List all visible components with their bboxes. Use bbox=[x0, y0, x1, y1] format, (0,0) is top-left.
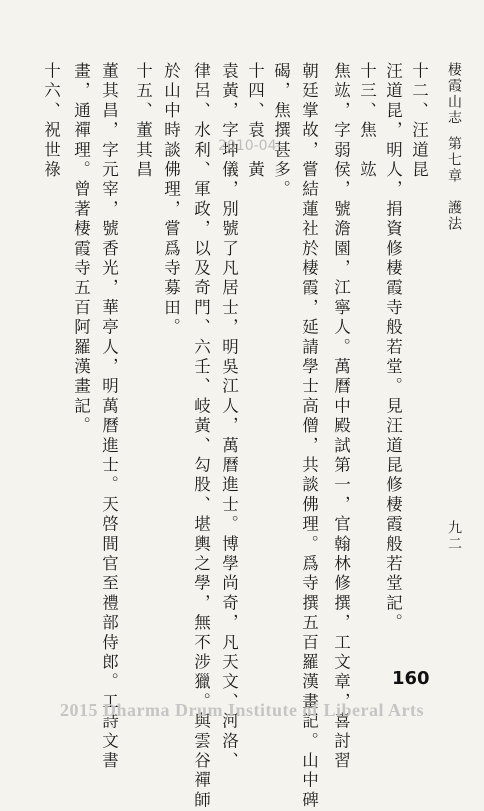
section-heading-13: 十三、焦 竑 bbox=[357, 62, 377, 181]
text-column-4: 碣，焦撰甚多。 bbox=[271, 62, 291, 200]
scan-page-index: 160 bbox=[392, 668, 430, 689]
section-heading-14: 十四、袁 黃 bbox=[245, 62, 265, 181]
text-column-5: 袁黃，字坤儀，別號了凡居士，明吳江人，萬曆進士。博學尚奇，凡天文、河洛、 bbox=[219, 62, 239, 772]
text-column-1: 汪道昆，明人，捐資修棲霞寺般若堂。見汪道昆修棲霞般若堂記。 bbox=[383, 62, 403, 634]
section-heading-12: 十二、汪道昆 bbox=[409, 62, 429, 181]
section-heading-16: 十六、祝世祿 bbox=[41, 62, 61, 181]
text-column-7: 於山中時談佛理，嘗爲寺募田。 bbox=[161, 62, 181, 338]
text-column-3: 朝廷掌故，嘗結蓮社於棲霞，延請學士高僧，共談佛理。爲寺撰五百羅漢畫記。山中碑 bbox=[299, 62, 319, 811]
text-column-9: 畫，通禪理。曾著棲霞寺五百阿羅漢畫記。 bbox=[71, 62, 91, 437]
running-header-chapter: 第七章 護法 bbox=[446, 136, 462, 232]
text-column-6: 律呂、水利、軍政，以及奇門、六壬、岐黃、勾股、堪輿之學，無不涉獵。與雲谷禪師 bbox=[191, 62, 211, 811]
text-column-2: 焦竑，字弱侯，號澹園，江寧人。萬曆中殿試第一，官翰林修撰，工文章，喜討習 bbox=[331, 62, 351, 772]
watermark: 2015 Dharma Drum Institute of Liberal Arts bbox=[60, 700, 424, 720]
text-column-8: 董其昌，字元宰，號香光，華亭人，明萬曆進士。天啓間官至禮部侍郎。工詩文書 bbox=[99, 62, 119, 772]
scan-date-stamp: 2010-04- bbox=[218, 138, 282, 154]
printed-page-number: 九二 bbox=[446, 520, 462, 552]
section-heading-15: 十五、董其昌 bbox=[133, 62, 153, 181]
running-header-title: 棲霞山志 bbox=[446, 62, 462, 126]
